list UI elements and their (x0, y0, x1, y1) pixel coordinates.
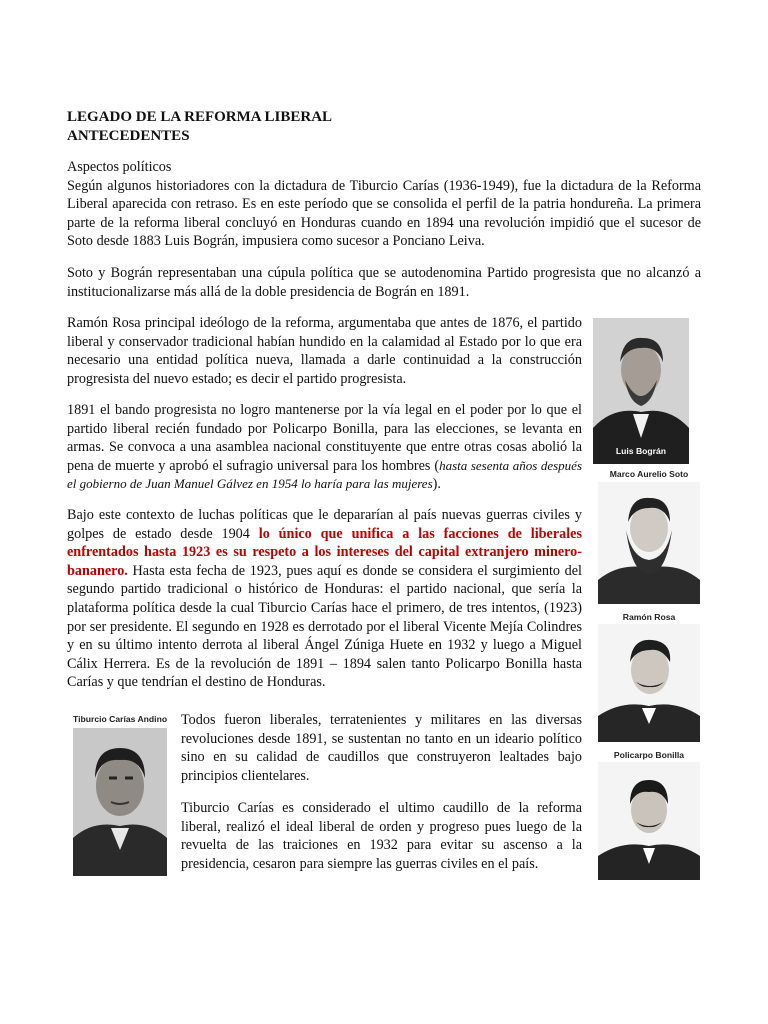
portrait-caption: Marco Aurelio Soto (609, 469, 689, 479)
document-title: LEGADO DE LA REFORMA LIBERAL (67, 109, 333, 125)
portrait-policarpo-bonilla (598, 762, 700, 880)
italic-note: hasta sesenta años después el gobierno de Juan Manuel Gálvez en 1954 lo haría para las mujeres (67, 457, 582, 492)
paragraph-last-caudillo: Tiburcio Carías es considerado el ultimo caudillo de la reforma liberal, realizó el ideal liberal de orden y progreso pues luego de la revuelta de las traiciones en 1932 para evitar su ascenso a la presidencia, cesaron para siempre las guerras civiles en el país. (181, 800, 582, 872)
portrait-tiburcio-carias (73, 728, 167, 876)
paragraph-text: Según algunos historiadores con la dictadura de Tiburcio Carías (1936-1949), fue la dictadura de la Reforma Liberal aparecida con retraso. Es en este período que se consolida el perfil de la patria hondureña. La primera parte de la reforma liberal concluyó en Honduras cuando en 1894 una revolución impidió que el sucesor de Soto desde 1883 Luis Bográn, impusiera como sucesor a Ponciano Leiva. (67, 177, 701, 250)
paragraph-text: Bajo este contexto de luchas políticas que le depararían al país nuevas guerras civiles y golpes de estado desde 1904 (67, 507, 582, 542)
paragraph-liberals: Todos fueron liberales, terratenientes y militares en las diversas revoluciones desde 1891, se sustentan no tanto en un ideario político sino en su calidad de caudillos que construyeron lealtades bajo principios clientelares. (181, 712, 582, 784)
document-subtitle: ANTECEDENTES (67, 128, 190, 144)
portrait-caption: Policarpo Bonilla (613, 750, 685, 760)
paragraph-ramon-rosa: Ramón Rosa principal ideólogo de la reforma, argumentaba que antes de 1876, el partido liberal y conservador tradicional habían hundido en la calamidad al Estado por lo que era necesario una entidad política nueva, llamada a darle continuidad a la construcción progresista del nuevo estado; es decir el partido progresista. (67, 315, 582, 387)
portrait-caption: Tiburcio Carías Andino (73, 714, 168, 724)
section-label: Aspectos políticos (67, 159, 172, 175)
portrait-marco-aurelio-soto (598, 482, 700, 604)
portrait-luis-bogran (593, 318, 689, 464)
portrait-caption: Luis Bográn (615, 446, 667, 456)
portrait-ramon-rosa (598, 624, 700, 742)
paragraph-political-aspects (67, 158, 701, 251)
highlighted-text: lo único que unifica a las facciones de liberales enfrentados hasta 1923 es su respeto a los intereses del capital extranjero minero-bananero. (67, 525, 582, 579)
paragraph-1891 (67, 401, 582, 494)
paragraph-text: 1891 el bando progresista no logro mantenerse por la vía legal en el poder por lo que el partido liberal recién fundado por Policarpo Bonilla, para las elecciones, se levanta en armas. Se convoca a una asamblea nacional constituyente que entre otras cosas abolió la pena de muerte y aprobó el sufragio universal para los hombres ( (67, 402, 582, 474)
paragraph-progressive-party: Soto y Bográn representaban una cúpula política que se autodenomina Partido progresista que no alcanzó a institucionalizarse más allá de la doble presidencia de Bográn en 1891. (67, 265, 701, 300)
paragraph-text-rest: Hasta esta fecha de 1923, pues aquí es donde se considera el surgimiento del segundo partido tradicional o histórico de Honduras: el partido nacional, que sería la plataforma política desde la cual Tiburcio Carías hace el primero, de tres intentos, (1923) por ser presidente. El segundo en 1928 es derrotado por el liberal Vicente Mejía Colindres y en su último intento derrota al liberal Ángel Zúniga Huete en 1932 y luego a Miguel Cálix Herrera. Es de la revolución de 1891 – 1894 salen tanto Policarpo Bonilla hasta Carías y que tendrían el destino de Honduras. (67, 562, 582, 691)
paragraph-political-struggles (67, 506, 582, 692)
portrait-caption: Ramón Rosa (622, 612, 676, 622)
paragraph-text-end: ). (432, 476, 441, 493)
